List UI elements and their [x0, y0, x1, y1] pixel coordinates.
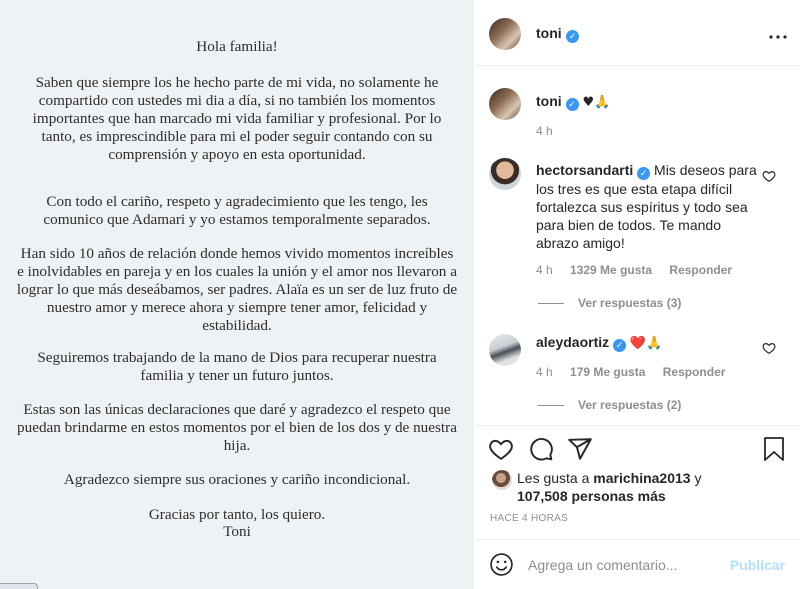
statement-paragraph-5: Estas son las únicas declaraciones que daré y agradezco el respeto que puedan brindarme en estos momentos por el bien de los dos y de nuestra hija. [17, 401, 457, 454]
comment-icon[interactable] [528, 436, 554, 462]
avatar[interactable] [492, 470, 512, 490]
statement-paragraph-2: Con todo el cariño, respeto y agradecimiento que les tengo, les comunico que Adamari y yo estamos temporalmente separados. [43, 193, 431, 228]
likes-user[interactable]: marichina2013 [593, 470, 691, 486]
add-comment-bar [474, 539, 800, 589]
like-comment-heart-icon[interactable] [762, 169, 776, 183]
posted-time[interactable]: HACE 4 HORAS [490, 513, 569, 524]
statement-paragraph-1: Saben que siempre los he hecho parte de mi vida, no solamente he compartido con ustedes mi dia a día, si no también los momentos importantes que han marcado mi vida familiar y profesional. Por lo tanto, es imprescindible para mi el poder seguir contando con su comprensión y apoyo en esta oportunidad. [32, 74, 442, 163]
header-user [536, 25, 579, 43]
likes-conj: y [694, 470, 702, 486]
avatar[interactable] [489, 18, 521, 50]
comment-text: ❤️🙏 [629, 336, 663, 351]
avatar[interactable] [489, 88, 521, 120]
statement-signature: Toni [223, 523, 251, 540]
replies-line [538, 405, 564, 406]
caption-username[interactable]: toni [536, 93, 562, 109]
comment-likes[interactable]: 1329 Me gusta [570, 263, 653, 277]
statement-paragraph-4: Seguiremos trabajando de la mano de Dios para recuperar nuestra familia y tener un futuro juntos. [37, 349, 437, 384]
verified-badge-icon: ✓ [637, 167, 650, 180]
verified-badge-icon: ✓ [566, 98, 579, 111]
view-replies-button[interactable] [538, 296, 681, 310]
like-comment-heart-icon[interactable] [762, 341, 776, 355]
reply-button[interactable]: Responder [669, 263, 733, 277]
statement-paragraph-3: Han sido 10 años de relación donde hemos vivido momentos increíbles e inolvidables en pareja y en los cuales la unión y el amor nos llevaron a lograr lo que más deseábamos, ser padres. Alaïa es un ser de luz fruto de nuestro amor y merece ahora y siempre tener amor, felicidad y estabilidad. [16, 245, 458, 334]
likes-prefix: Les gusta a [517, 470, 590, 486]
likes-summary [517, 469, 777, 505]
likes-count[interactable]: 107,508 personas más [517, 488, 666, 504]
comment-likes[interactable]: 179 Me gusta [570, 365, 646, 379]
comment-username[interactable]: aleydaortiz [536, 334, 610, 350]
comment-meta [536, 365, 725, 379]
share-send-icon[interactable] [567, 436, 593, 462]
like-heart-icon[interactable] [488, 436, 514, 462]
emoji-smiley-icon[interactable] [489, 552, 514, 577]
comment-input[interactable] [528, 554, 718, 576]
comment-text: Mis deseos para los tres es que esta etapa difícil fortalezca sus espíritus y todo sea para bien de todos. Te mando abrazo amigo! [536, 162, 757, 251]
post-actions [474, 425, 800, 589]
comment-username[interactable]: hectorsandarti [536, 162, 634, 178]
image-corner-mark [0, 583, 38, 589]
verified-badge-icon: ✓ [566, 30, 579, 43]
post-sidebar [473, 0, 800, 589]
comment-2 [536, 333, 758, 353]
avatar[interactable] [489, 158, 521, 190]
view-replies-button[interactable] [538, 398, 681, 412]
replies-line [538, 303, 564, 304]
header-username[interactable]: toni [536, 25, 562, 41]
comment-meta [536, 263, 732, 277]
statement-paragraph-6: Agradezco siempre sus oraciones y cariño incondicional. [63, 471, 411, 488]
reply-button[interactable]: Responder [662, 365, 726, 379]
comment-time[interactable]: 4 h [536, 365, 553, 379]
view-replies-label: Ver respuestas (2) [578, 398, 682, 412]
statement-greeting: Hola familia! [196, 38, 278, 55]
view-replies-label: Ver respuestas (3) [578, 296, 682, 310]
save-bookmark-icon[interactable] [762, 436, 786, 462]
verified-badge-icon: ✓ [613, 339, 626, 352]
caption-time[interactable]: 4 h [536, 124, 553, 138]
caption-emojis: ♥🙏 [582, 95, 611, 110]
more-options-icon[interactable] [769, 24, 787, 42]
caption [536, 92, 610, 112]
comment-time[interactable]: 4 h [536, 263, 553, 277]
avatar[interactable] [489, 334, 521, 366]
post-header [474, 0, 800, 66]
comment-1 [536, 161, 758, 252]
publish-button[interactable]: Publicar [729, 557, 785, 573]
statement-closing: Gracias por tanto, los quiero. [148, 506, 326, 523]
